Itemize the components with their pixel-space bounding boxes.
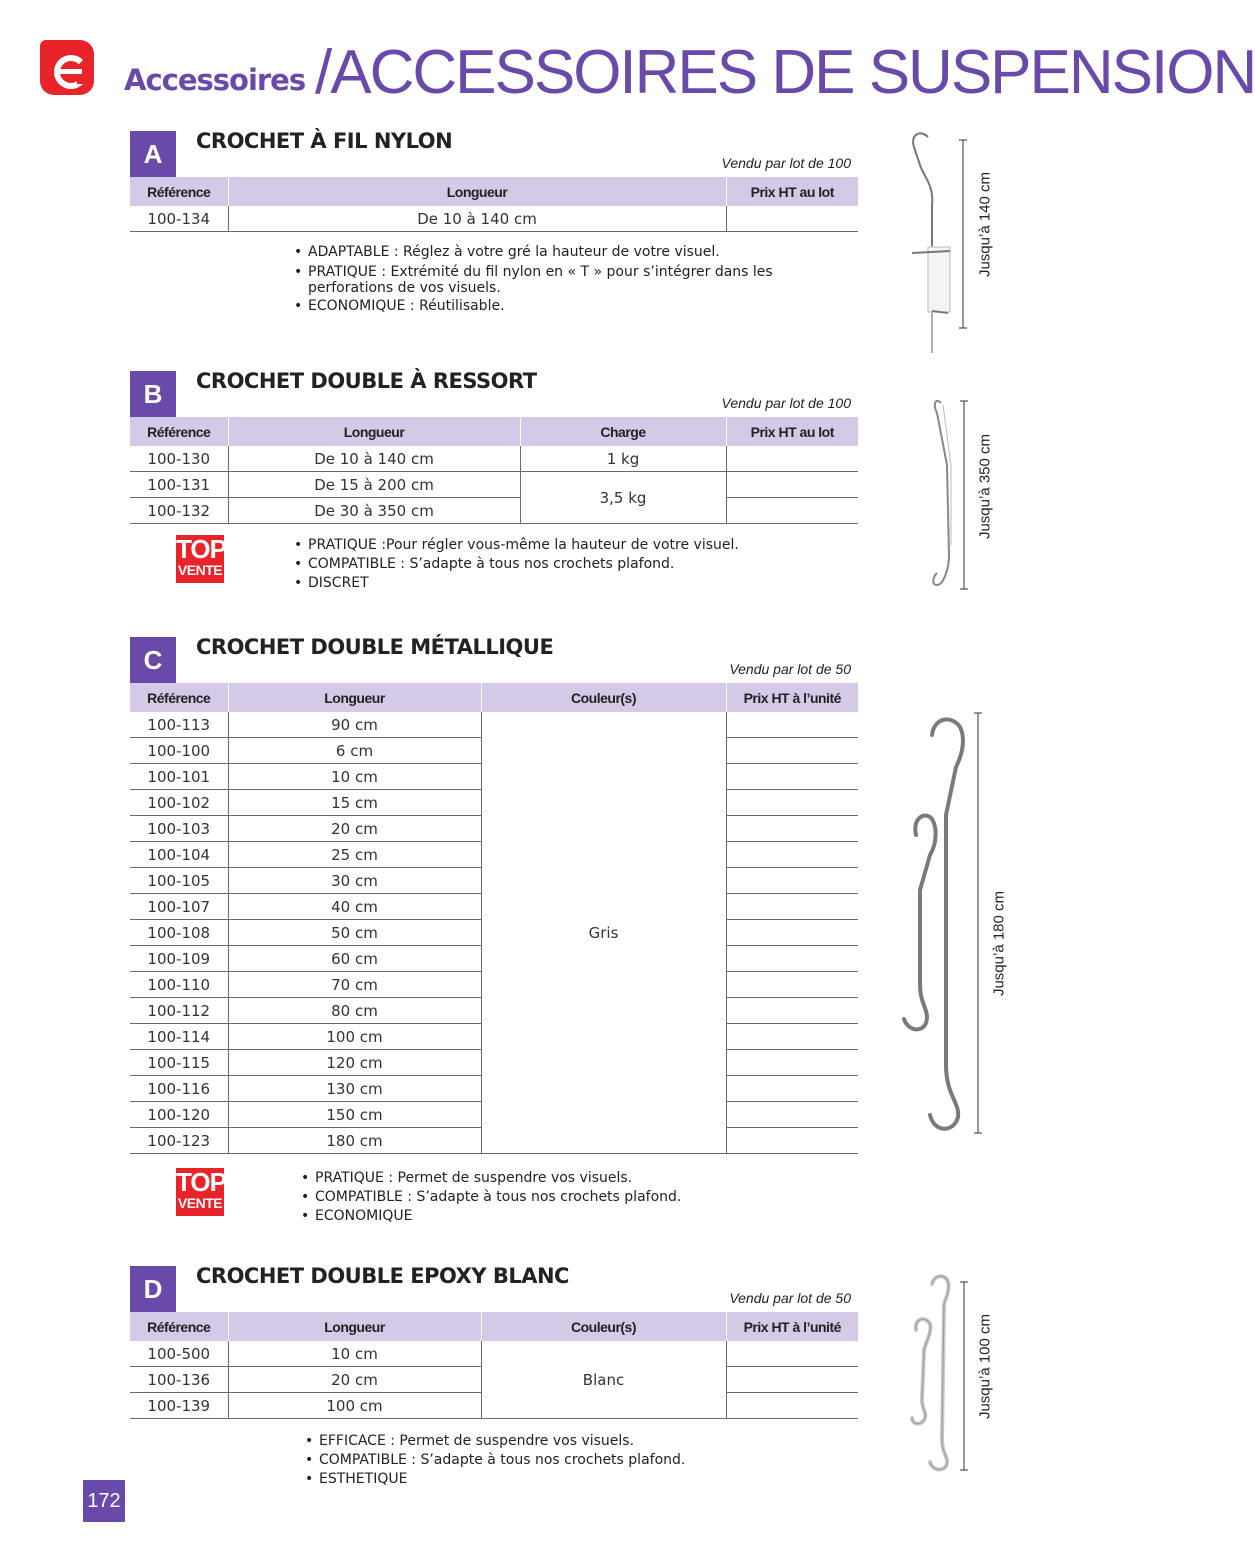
reference-cell: 100-109 (130, 946, 228, 972)
length-cell: 30 cm (228, 868, 481, 894)
table-body (130, 712, 858, 1154)
reference-cell: 100-120 (130, 1102, 228, 1128)
brand-logo (40, 40, 94, 95)
length-cell: 60 cm (228, 946, 481, 972)
length-cell: 10 cm (228, 764, 481, 790)
page-number: 172 (83, 1480, 125, 1522)
reference-cell: 100-139 (130, 1393, 228, 1419)
product-table (130, 177, 858, 232)
price-cell (726, 738, 858, 764)
length-cell: 40 cm (228, 894, 481, 920)
column-header: Référence (130, 177, 228, 206)
table-row (130, 206, 858, 232)
dimension-label: Jusqu’à 100 cm (976, 1313, 994, 1420)
table-header-row (130, 417, 858, 446)
feature-item: • PRATIQUE : Permet de suspendre vos visuels. (301, 1169, 861, 1188)
length-cell: 100 cm (228, 1024, 481, 1050)
price-cell (726, 764, 858, 790)
reference-cell: 100-113 (130, 712, 228, 738)
price-cell (726, 1341, 858, 1367)
table-row (130, 472, 858, 498)
price-cell (726, 498, 858, 524)
reference-cell: 100-104 (130, 842, 228, 868)
section-title: CROCHET DOUBLE À RESSORT (196, 369, 537, 393)
reference-cell: 100-136 (130, 1367, 228, 1393)
price-cell (726, 920, 858, 946)
reference-cell: 100-115 (130, 1050, 228, 1076)
price-cell (726, 1393, 858, 1419)
feature-item: • ECONOMIQUE (301, 1207, 861, 1226)
reference-cell: 100-108 (130, 920, 228, 946)
column-header: Couleur(s) (481, 683, 726, 712)
table-header-row (130, 177, 858, 206)
dimension-label: Jusqu’à 140 cm (976, 171, 994, 278)
price-cell (726, 1076, 858, 1102)
feature-item: • COMPATIBLE : S’adapte à tous nos crochets plafond. (301, 1188, 861, 1207)
section-title: CROCHET À FIL NYLON (196, 129, 453, 153)
length-cell: 120 cm (228, 1050, 481, 1076)
feature-item: • ECONOMIQUE : Réutilisable. (294, 297, 854, 316)
column-header: Longueur (228, 177, 726, 206)
section-letter: C (130, 637, 176, 683)
price-cell (726, 894, 858, 920)
reference-cell: 100-110 (130, 972, 228, 998)
feature-list (301, 1169, 861, 1226)
reference-cell: 100-130 (130, 446, 228, 472)
epoxy-hook-illustration (900, 1270, 980, 1475)
price-cell (726, 1050, 858, 1076)
reference-cell: 100-103 (130, 816, 228, 842)
column-header: Couleur(s) (481, 1312, 726, 1341)
price-cell (726, 998, 858, 1024)
feature-item: • COMPATIBLE : S’adapte à tous nos crochets plafond. (305, 1451, 865, 1470)
feature-item: • COMPATIBLE : S’adapte à tous nos crochets plafond. (294, 555, 854, 574)
color-cell: Gris (481, 712, 726, 1154)
table-row (130, 446, 858, 472)
length-cell: De 10 à 140 cm (228, 446, 520, 472)
reference-cell: 100-105 (130, 868, 228, 894)
length-cell: 10 cm (228, 1341, 481, 1367)
sold-by-label: Vendu par lot de 100 (721, 155, 851, 171)
feature-item: • PRATIQUE :Pour régler vous-même la hauteur de votre visuel. (294, 536, 854, 555)
top-vente-badge: TOP VENTE (176, 535, 224, 583)
sold-by-label: Vendu par lot de 100 (721, 395, 851, 411)
sold-by-label: Vendu par lot de 50 (729, 661, 851, 677)
length-cell: 50 cm (228, 920, 481, 946)
reference-cell: 100-500 (130, 1341, 228, 1367)
column-header: Référence (130, 417, 228, 446)
price-cell (726, 946, 858, 972)
length-cell: 180 cm (228, 1128, 481, 1154)
color-cell: Blanc (481, 1341, 726, 1419)
section-letter: A (130, 131, 176, 177)
column-header: Longueur (228, 1312, 481, 1341)
length-cell: 150 cm (228, 1102, 481, 1128)
length-cell: 15 cm (228, 790, 481, 816)
column-header: Référence (130, 1312, 228, 1341)
price-cell (726, 842, 858, 868)
spring-hook-illustration (915, 395, 975, 595)
column-header: Prix HT au lot (726, 417, 858, 446)
price-cell (726, 712, 858, 738)
price-cell (726, 1102, 858, 1128)
table-row (130, 1341, 858, 1367)
section-letter: B (130, 371, 176, 417)
brand-name: Accessoires (124, 63, 306, 97)
product-table (130, 417, 858, 524)
top-vente-badge: TOP VENTE (176, 1168, 224, 1216)
reference-cell: 100-116 (130, 1076, 228, 1102)
price-cell (726, 1367, 858, 1393)
product-table (130, 1312, 858, 1419)
price-cell (726, 790, 858, 816)
reference-cell: 100-101 (130, 764, 228, 790)
column-header: Longueur (228, 683, 481, 712)
column-header: Prix HT au lot (726, 177, 858, 206)
reference-cell: 100-112 (130, 998, 228, 1024)
length-cell: 80 cm (228, 998, 481, 1024)
reference-cell: 100-114 (130, 1024, 228, 1050)
charge-cell: 3,5 kg (520, 472, 726, 524)
feature-list (305, 1432, 865, 1489)
reference-cell: 100-102 (130, 790, 228, 816)
length-cell: De 30 à 350 cm (228, 498, 520, 524)
reference-cell: 100-132 (130, 498, 228, 524)
feature-list (294, 243, 854, 316)
price-cell (726, 472, 858, 498)
reference-cell: 100-107 (130, 894, 228, 920)
feature-item: • EFFICACE : Permet de suspendre vos visuels. (305, 1432, 865, 1451)
feature-item: • ESTHETIQUE (305, 1470, 865, 1489)
metal-double-hook-illustration (890, 705, 990, 1140)
table-header-row (130, 683, 858, 712)
sold-by-label: Vendu par lot de 50 (729, 1290, 851, 1306)
charge-cell: 1 kg (520, 446, 726, 472)
section-title: CROCHET DOUBLE MÉTALLIQUE (196, 635, 554, 659)
page-title: /ACCESSOIRES DE SUSPENSION (315, 38, 1255, 107)
feature-item: • ADAPTABLE : Réglez à votre gré la hauteur de votre visuel. (294, 243, 854, 262)
feature-list (294, 536, 854, 593)
length-cell: 6 cm (228, 738, 481, 764)
section-letter: D (130, 1266, 176, 1312)
column-header: Longueur (228, 417, 520, 446)
column-header: Prix HT à l’unité (726, 683, 858, 712)
reference-cell: 100-123 (130, 1128, 228, 1154)
price-cell (726, 1024, 858, 1050)
reference-cell: 100-134 (130, 206, 228, 232)
product-table (130, 683, 858, 1154)
price-cell (726, 868, 858, 894)
feature-item: • DISCRET (294, 574, 854, 593)
reference-cell: 100-100 (130, 738, 228, 764)
length-cell: 130 cm (228, 1076, 481, 1102)
column-header: Référence (130, 683, 228, 712)
dimension-label: Jusqu’à 350 cm (976, 433, 994, 540)
length-cell: De 15 à 200 cm (228, 472, 520, 498)
price-cell (726, 972, 858, 998)
length-cell: 100 cm (228, 1393, 481, 1419)
column-header: Prix HT à l’unité (726, 1312, 858, 1341)
table-row (130, 712, 858, 738)
nylon-hook-illustration (900, 125, 980, 360)
column-header: Charge (520, 417, 726, 446)
length-cell: 20 cm (228, 1367, 481, 1393)
feature-item: • PRATIQUE : Extrémité du fil nylon en « T » pour s’intégrer dans les perforations de vos visuels. (294, 264, 854, 296)
dimension-label: Jusqu’à 180 cm (990, 890, 1008, 997)
length-cell: 20 cm (228, 816, 481, 842)
price-cell (726, 446, 858, 472)
table-header-row (130, 1312, 858, 1341)
length-cell: 70 cm (228, 972, 481, 998)
reference-cell: 100-131 (130, 472, 228, 498)
length-cell: De 10 à 140 cm (228, 206, 726, 232)
table-row (130, 498, 858, 524)
length-cell: 25 cm (228, 842, 481, 868)
section-title: CROCHET DOUBLE EPOXY BLANC (196, 1264, 569, 1288)
price-cell (726, 816, 858, 842)
price-cell (726, 1128, 858, 1154)
price-cell (726, 206, 858, 232)
length-cell: 90 cm (228, 712, 481, 738)
